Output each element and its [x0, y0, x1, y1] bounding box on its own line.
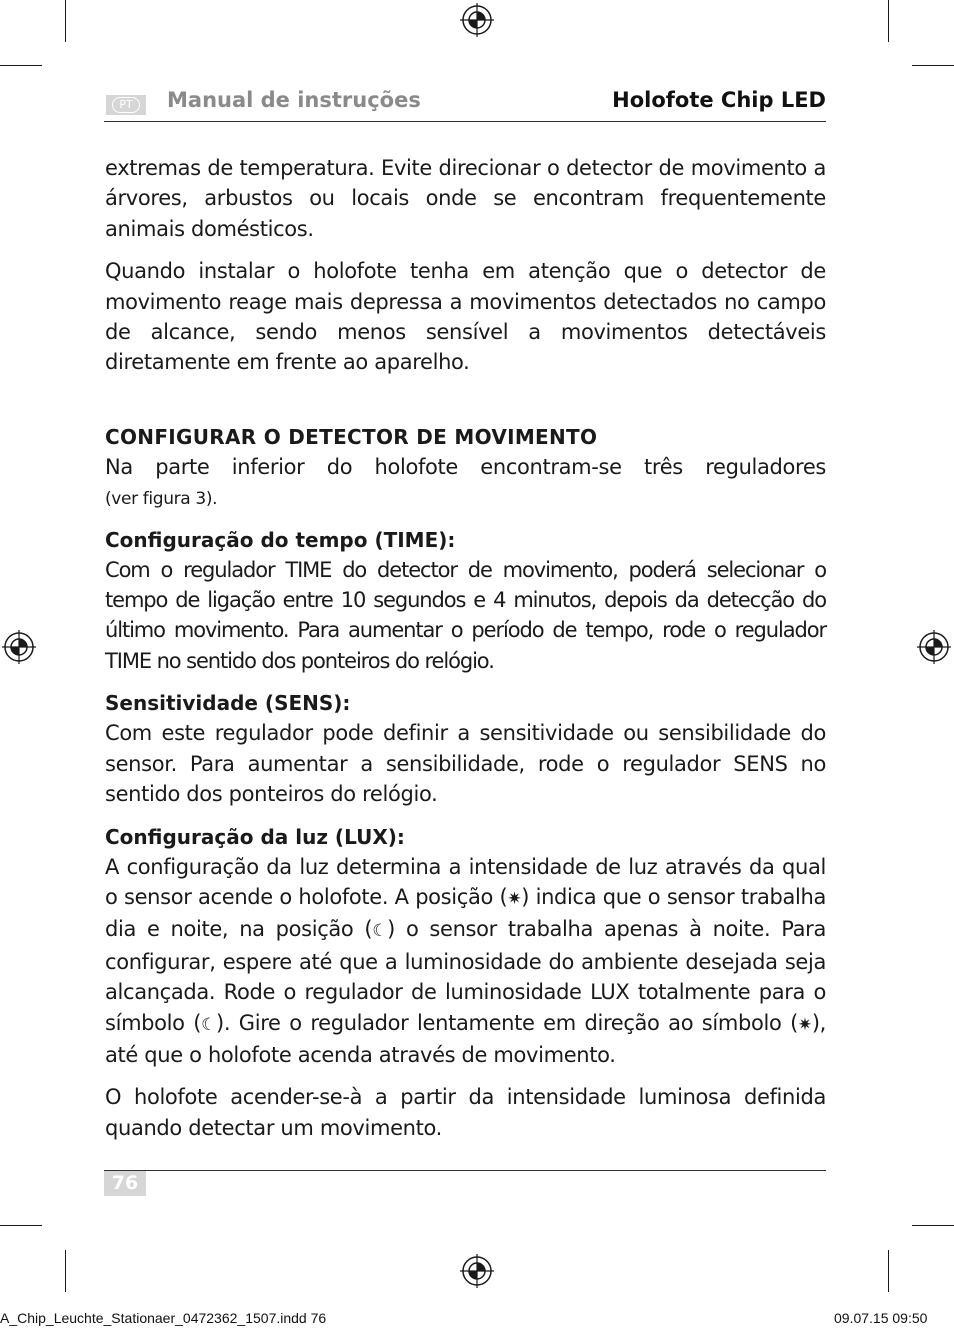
page-number: 76	[104, 1171, 146, 1196]
crop-mark	[912, 65, 954, 66]
product-title: Holofote Chip LED	[612, 88, 826, 112]
print-slug-file: A_Chip_Leuchte_Stationaer_0472362_1507.indd 76	[0, 1310, 327, 1326]
lux-text-5: ), até que o holofote acenda através de movimento.	[105, 1010, 826, 1067]
subheading-sens: Sensitividade (SENS):	[105, 691, 351, 716]
crop-mark	[0, 1225, 42, 1226]
sun-icon: ✷	[507, 888, 522, 909]
lux-text-3: ) o sensor trabalha apenas à noite. Para configurar, espere até que a luminosidade do ambiente desejada seja alcançada. Rode o regulador de luminosidade LUX totalmente para o símbolo (	[105, 917, 826, 1035]
section-heading-configure-detector: CONFIGURAR O DETECTOR DE MOVIMENTO	[105, 424, 598, 449]
page-body	[105, 153, 826, 1155]
crop-mark	[65, 0, 66, 42]
registration-mark-icon	[917, 630, 951, 664]
paragraph-lux	[105, 852, 826, 1071]
language-badge	[106, 95, 146, 115]
registration-mark-icon	[2, 630, 36, 664]
language-code: PT	[112, 97, 139, 113]
paragraph-time: Com o regulador TIME do detector de movimento, poderá selecionar o tempo de ligação entre 10 segundos e 4 minutos, depois da detecção do último movimento. Para aumentar o período de tempo, rode o regulador TIME no sentido dos ponteiros do relógio.	[105, 557, 826, 673]
moon-icon: ☾	[201, 1014, 216, 1035]
paragraph-final: O holofote acender-se-à a partir da intensidade luminosa definida quando detectar um movimento.	[105, 1085, 826, 1140]
subheading-time: Configuração do tempo (TIME):	[105, 527, 456, 552]
sun-icon: ✷	[797, 1014, 812, 1035]
manual-title: Manual de instruções	[167, 88, 421, 112]
registration-mark-icon	[460, 1254, 494, 1288]
crop-mark	[888, 0, 889, 42]
paragraph-regulators	[105, 452, 826, 515]
footer-divider	[104, 1170, 826, 1171]
crop-mark	[888, 1250, 889, 1292]
paragraph-installation: Quando instalar o holofote tenha em atenção que o detector de movimento reage mais depressa a movimentos detectados no campo de alcance, sendo menos sensível a movimentos detectáveis diretamente em frente ao aparelho.	[105, 259, 826, 375]
registration-mark-icon	[460, 3, 494, 37]
paragraph-continuation: extremas de temperatura. Evite direcionar o detector de movimento a árvores, arbustos ou locais onde se encontram frequentemente animais domésticos.	[105, 156, 826, 241]
lux-text-1: A configuração da luz determina a intensidade de luz através da qual o sensor acende o holofote. A posição (	[105, 854, 826, 909]
regulators-text: Na parte inferior do holofote encontram-se três reguladores	[105, 454, 826, 479]
lux-text-4: ). Gire o regulador lentamente em direção ao símbolo (	[216, 1010, 798, 1035]
moon-icon: ☾	[372, 921, 388, 942]
crop-mark	[912, 1225, 954, 1226]
figure-reference: (ver figura 3).	[105, 489, 218, 510]
crop-mark	[0, 65, 42, 66]
paragraph-sens: Com este regulador pode definir a sensitividade ou sensibilidade do sensor. Para aumentar a sensibilidade, rode o regulador SENS no sentido dos ponteiros do relógio.	[105, 721, 826, 807]
print-slug-date: 09.07.15 09:50	[834, 1310, 928, 1326]
header-divider	[104, 121, 826, 122]
subheading-lux: Configuração da luz (LUX):	[105, 824, 405, 849]
crop-mark	[65, 1250, 66, 1292]
lux-text-2: ) indica que o sensor trabalha dia e noite, na posição (	[105, 884, 826, 942]
